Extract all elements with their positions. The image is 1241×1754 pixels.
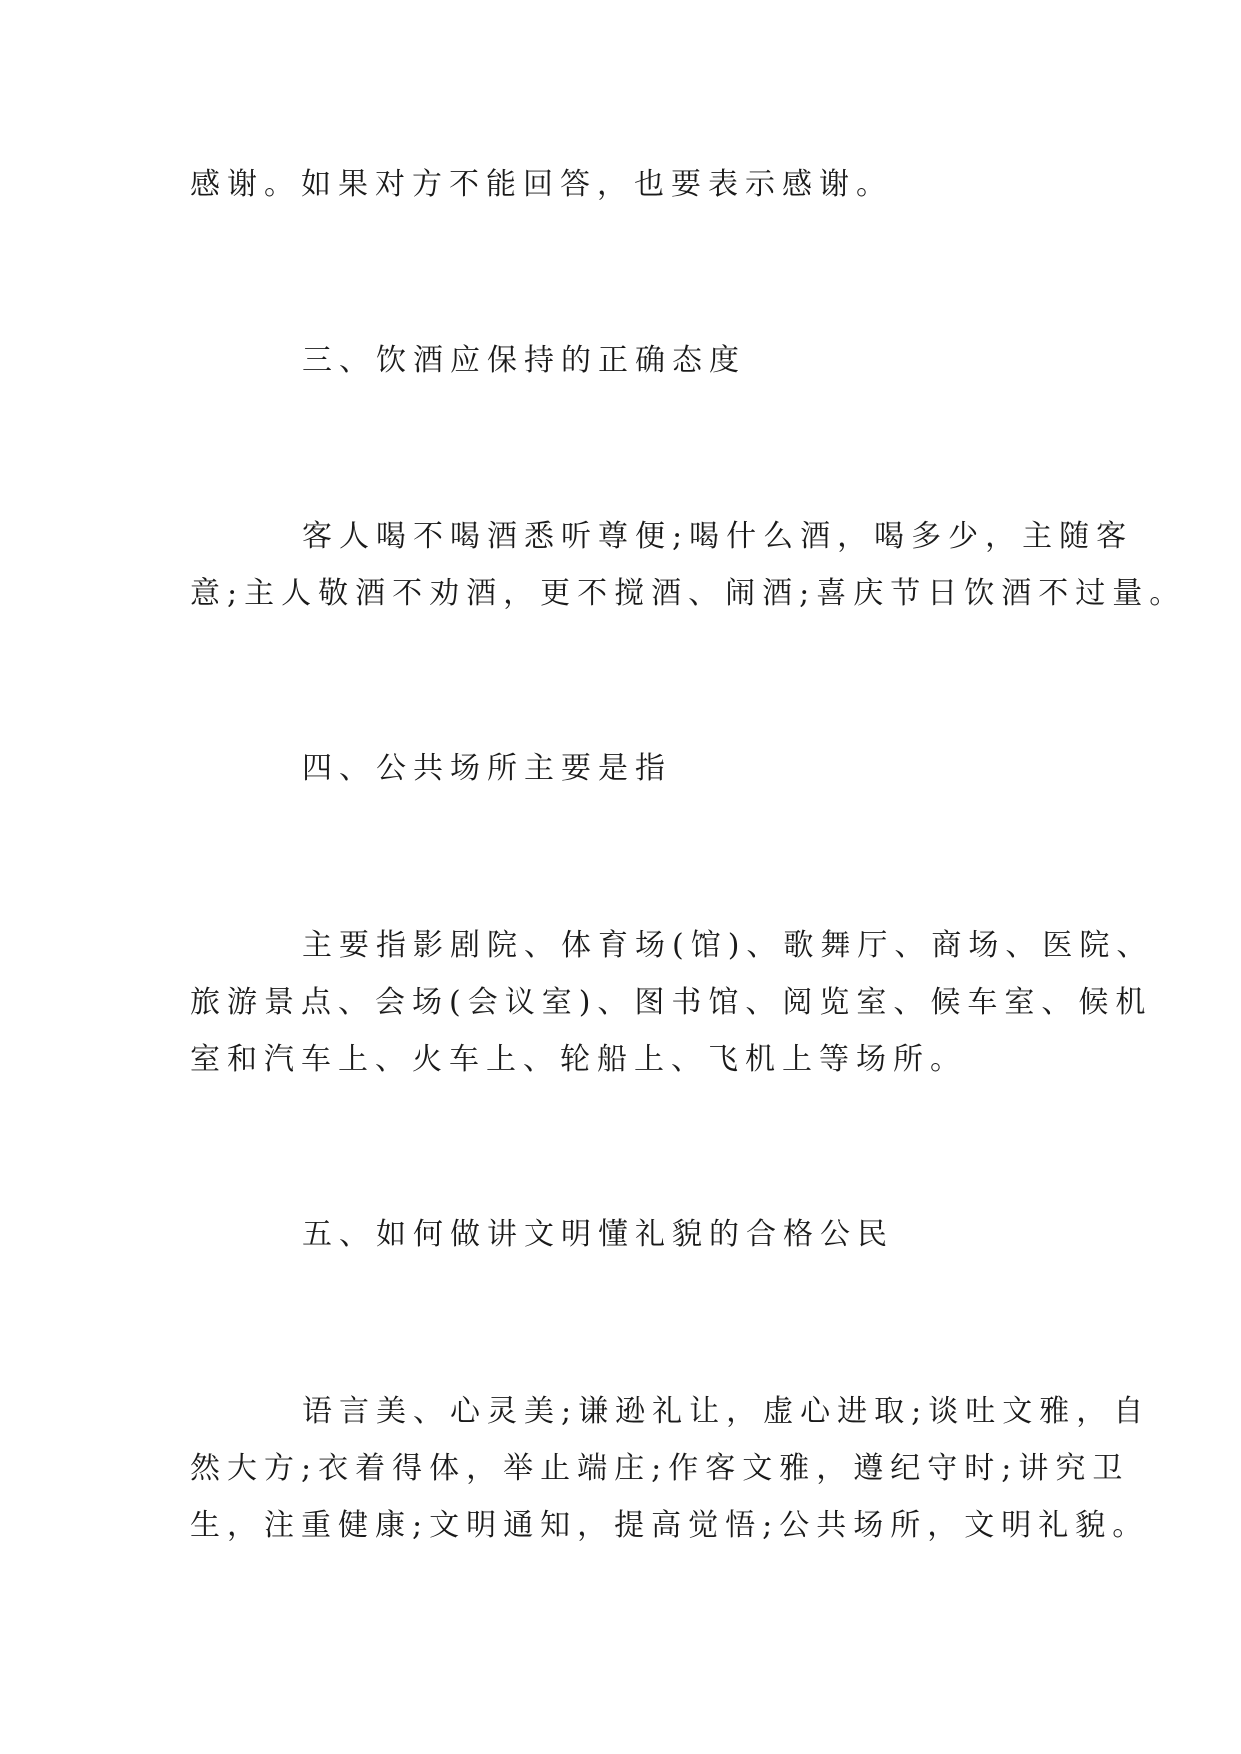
paragraph-line: 主要指影剧院、体育场(馆)、歌舞厅、商场、医院、	[302, 928, 1154, 963]
paragraph-line: 意;主人敬酒不劝酒，更不搅酒、闹酒;喜庆节日饮酒不过量。	[190, 576, 1187, 611]
section-heading: 四、公共场所主要是指	[302, 751, 672, 786]
paragraph-line: 室和汽车上、火车上、轮船上、飞机上等场所。	[190, 1042, 967, 1077]
section-heading: 五、如何做讲文明懂礼貌的合格公民	[302, 1217, 894, 1252]
paragraph-line: 旅游景点、会场(会议室)、图书馆、阅览室、候车室、候机	[190, 985, 1153, 1020]
section-heading: 三、饮酒应保持的正确态度	[302, 343, 746, 378]
paragraph-line: 语言美、心灵美;谦逊礼让，虚心进取;谈吐文雅，自	[302, 1394, 1151, 1429]
paragraph-line: 生，注重健康;文明通知，提高觉悟;公共场所，文明礼貌。	[190, 1508, 1150, 1543]
paragraph-line: 然大方;衣着得体，举止端庄;作客文雅，遵纪守时;讲究卫	[190, 1451, 1130, 1486]
paragraph-line: 客人喝不喝酒悉听尊便;喝什么酒，喝多少，主随客	[302, 519, 1134, 554]
paragraph-line: 感谢。如果对方不能回答，也要表示感谢。	[190, 167, 893, 202]
